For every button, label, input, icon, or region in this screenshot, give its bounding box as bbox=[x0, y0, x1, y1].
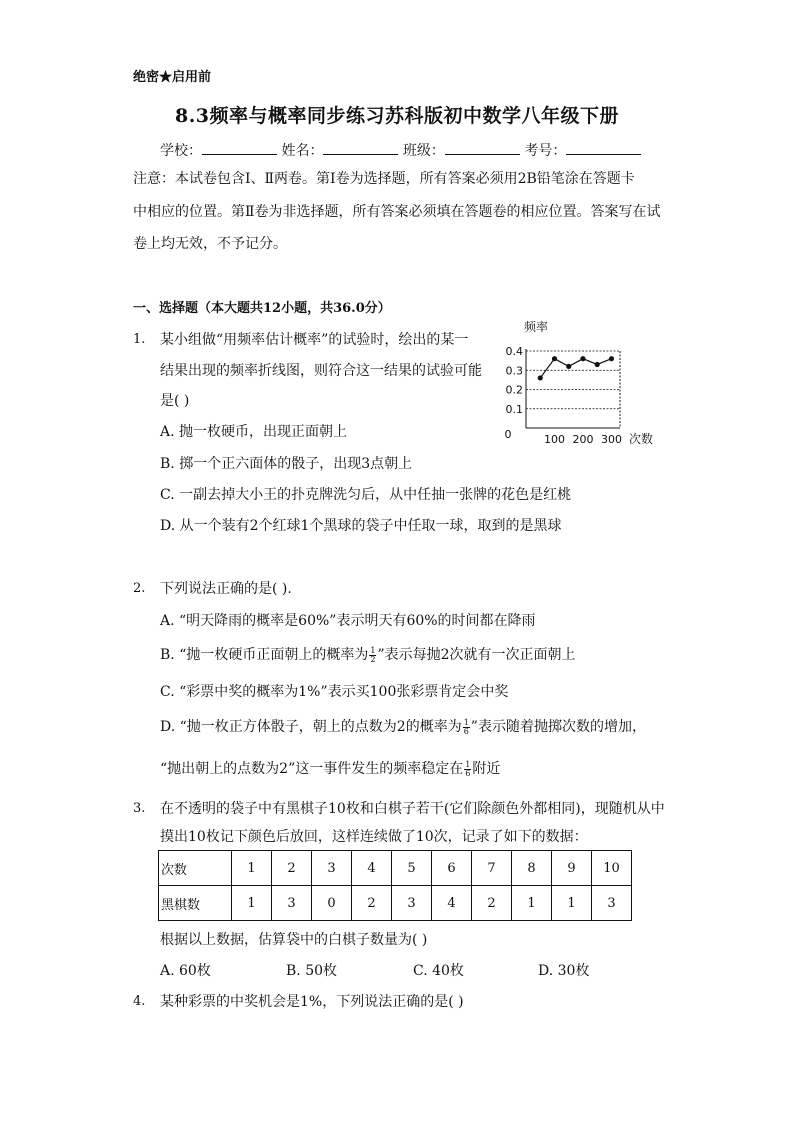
table-cell: 1 bbox=[552, 886, 592, 921]
table-cell: 3 bbox=[592, 886, 632, 921]
chart-series-line bbox=[540, 359, 611, 378]
table-cell: 4 bbox=[352, 851, 392, 886]
q3-line-1: 在不透明的袋子中有黑棋子10枚和白棋子若干(它们除颜色外都相同)，现随机从中 bbox=[160, 801, 665, 817]
q2-option-c[interactable]: C. “彩票中奖的概率为1%”表示买100张彩票肯定会中奖 bbox=[160, 684, 509, 700]
chart-origin-label: 0 bbox=[504, 428, 512, 441]
q1-line-1: 某小组做“用频率估计概率”的试验时，绘出的某一 bbox=[160, 332, 469, 348]
table-cell: 2 bbox=[352, 886, 392, 921]
chart-x-tick-label: 200 bbox=[572, 433, 594, 446]
table-cell: 7 bbox=[472, 851, 512, 886]
q3-line-2: 摸出10枚记下颜色后放回，这样连续做了10次，记录了如下的数据： bbox=[160, 829, 588, 845]
chart-data-point bbox=[566, 364, 571, 369]
class-label: 班级： bbox=[402, 143, 445, 159]
table-cell: 10 bbox=[592, 851, 632, 886]
chart-y-tick-label: 0.4 bbox=[505, 345, 523, 358]
table-header-cell: 黑棋数 bbox=[159, 886, 232, 921]
q2-option-d[interactable] bbox=[160, 716, 646, 736]
table-cell: 3 bbox=[272, 886, 312, 921]
q1-line-3: 是( ) bbox=[160, 393, 190, 409]
q1-option-a[interactable]: A. 抛一枚硬币，出现正面朝上 bbox=[160, 424, 348, 440]
secret-label: 绝密★启用前 bbox=[133, 70, 212, 85]
chart-data-point bbox=[552, 356, 557, 361]
fraction-one-half: $\frac{1}{2}$ bbox=[370, 645, 376, 664]
table-cell: 3 bbox=[312, 851, 352, 886]
frequency-line-chart bbox=[496, 316, 666, 446]
chart-x-tick-label: 300 bbox=[600, 433, 622, 446]
q3-option-a[interactable]: A. 60枚 bbox=[160, 963, 211, 979]
table-cell: 8 bbox=[512, 851, 552, 886]
table-cell: 1 bbox=[232, 851, 272, 886]
school-blank[interactable] bbox=[202, 140, 277, 155]
class-blank[interactable] bbox=[445, 140, 520, 155]
q2-option-d-text: D. “抛一枚正方体骰子，朝上的点数为2的概率为 bbox=[160, 719, 462, 735]
notice-line-2: 中相应的位置。第Ⅱ卷为非选择题，所有答案必须填在答题卷的相应位置。答案写在试 bbox=[133, 204, 661, 220]
chart-data-point bbox=[609, 356, 614, 361]
q2-stem: 下列说法正确的是( ). bbox=[160, 581, 292, 597]
q1-option-b[interactable]: B. 掷一个正六面体的骰子，出现3点朝上 bbox=[160, 456, 413, 472]
exam-no-blank[interactable] bbox=[566, 140, 641, 155]
chart-y-tick-label: 0.1 bbox=[505, 402, 523, 416]
table-cell: 9 bbox=[552, 851, 592, 886]
chart-x-axis-label: 次数 bbox=[629, 432, 654, 446]
table-header-cell: 次数 bbox=[159, 851, 232, 886]
chart-x-tick-label: 100 bbox=[543, 433, 565, 446]
q3-option-c[interactable]: C. 40枚 bbox=[413, 963, 464, 979]
table-cell: 3 bbox=[392, 886, 432, 921]
fraction-one-sixth-2: $\frac{1}{6}$ bbox=[465, 759, 471, 778]
table-cell: 1 bbox=[232, 886, 272, 921]
q3-option-b[interactable]: B. 50枚 bbox=[286, 963, 338, 979]
chart-data-point bbox=[538, 375, 543, 380]
table-cell: 1 bbox=[512, 886, 552, 921]
table-cell: 2 bbox=[472, 886, 512, 921]
q1-line-2: 结果出现的频率折线图，则符合这一结果的试验可能 bbox=[160, 363, 482, 379]
q2-option-d-line2-text: “抛出朝上的点数为2”这一事件发生的频率稳定在 bbox=[160, 761, 464, 777]
q1-option-d[interactable]: D. 从一个装有2个红球1个黑球的袋子中任取一球，取到的是黑球 bbox=[160, 518, 562, 534]
table-cell: 2 bbox=[272, 851, 312, 886]
q2-option-a[interactable]: A. “明天降雨的概率是60%”表示明天有60%的时间都在降雨 bbox=[160, 613, 536, 629]
table-cell: 6 bbox=[432, 851, 472, 886]
chart-data-point bbox=[595, 362, 600, 367]
table-cell: 4 bbox=[432, 886, 472, 921]
table-row bbox=[159, 886, 632, 921]
table-cell: 5 bbox=[392, 851, 432, 886]
q2-option-b-text-tail: ”表示每抛2次就有一次正面朝上 bbox=[377, 647, 576, 663]
notice-line-1: 注意：本试卷包含Ⅰ、Ⅱ两卷。第Ⅰ卷为选择题，所有答案必须用2B铅笔涂在答题卡 bbox=[133, 171, 635, 187]
q2-option-d-line-2 bbox=[160, 758, 500, 778]
notice-line-3: 卷上均无效，不予记分。 bbox=[133, 236, 287, 252]
page-title: 8.3频率与概率同步练习苏科版初中数学八年级下册 bbox=[174, 105, 620, 127]
section-title: 一、选择题（本大题共12小题，共36.0分） bbox=[133, 301, 391, 316]
q2-option-d-text-tail: ”表示随着抛掷次数的增加， bbox=[470, 719, 646, 735]
q2-option-d-line2-tail: 附近 bbox=[472, 761, 501, 777]
q3-option-d[interactable]: D. 30枚 bbox=[538, 963, 590, 979]
black-stone-table bbox=[158, 850, 632, 921]
chart-y-tick-label: 0.3 bbox=[505, 364, 523, 378]
q2-option-b[interactable] bbox=[160, 644, 576, 664]
school-label: 学校： bbox=[160, 143, 202, 159]
exam-no-label: 考号： bbox=[524, 143, 567, 159]
q4-stem: 某种彩票的中奖机会是1%，下列说法正确的是( ) bbox=[160, 994, 464, 1010]
q2-option-b-text: B. “抛一枚硬币正面朝上的概率为 bbox=[160, 647, 369, 663]
student-info-line bbox=[160, 140, 641, 160]
q3-number: 3. bbox=[133, 801, 146, 816]
q4-number: 4. bbox=[133, 994, 146, 1009]
q1-option-c[interactable]: C. 一副去掉大小王的扑克牌洗匀后，从中任抽一张牌的花色是红桃 bbox=[160, 487, 572, 503]
q2-number: 2. bbox=[133, 581, 146, 596]
chart-y-tick-label: 0.2 bbox=[505, 383, 523, 397]
chart-y-axis-label: 频率 bbox=[524, 320, 549, 334]
name-label: 姓名： bbox=[281, 143, 324, 159]
chart-data-point bbox=[580, 356, 585, 361]
table-row bbox=[159, 851, 632, 886]
table-cell: 0 bbox=[312, 886, 352, 921]
q3-after-text: 根据以上数据，估算袋中的白棋子数量为( ) bbox=[160, 932, 428, 948]
fraction-one-sixth: $\frac{1}{6}$ bbox=[463, 717, 469, 736]
q1-number: 1. bbox=[133, 332, 146, 347]
name-blank[interactable] bbox=[323, 140, 398, 155]
